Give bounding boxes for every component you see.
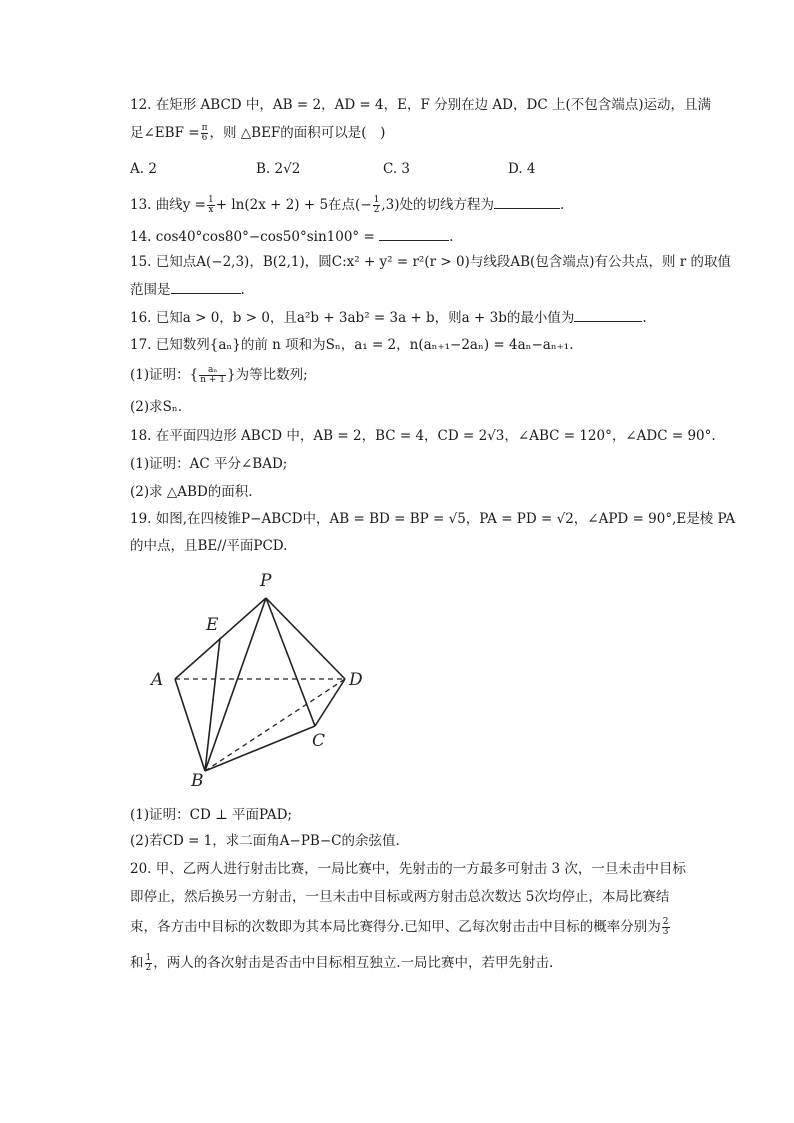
q20-frac1-num: 2	[662, 917, 669, 927]
q17-frac-num: aₙ	[199, 366, 226, 376]
q17-frac-den: n + 1	[200, 375, 226, 385]
q20-line3-pre: 束，各方击中目标的次数即为其本局比赛得分.已知甲、乙每次射击击中目标的概率分别为	[130, 919, 661, 935]
q20-line4-pre: 和	[130, 955, 144, 971]
label-a: A	[151, 670, 164, 690]
q13-frac1-num: 1	[208, 195, 214, 205]
pyramid-figure	[148, 568, 378, 788]
q13-frac2-num: 1	[373, 195, 380, 205]
q17-part1	[130, 366, 308, 385]
q13-end: .	[560, 197, 565, 213]
q12-line2-pre: 足∠EBF =	[130, 125, 200, 141]
label-c: C	[312, 731, 326, 751]
q13-frac1	[207, 196, 215, 215]
q17-line1: 17. 已知数列{aₙ}的前 n 项和为Sₙ，a₁ = 2，n(aₙ₊₁−2aₙ) = 4aₙ−aₙ₊₁.	[130, 337, 574, 353]
label-p: P	[260, 571, 272, 591]
q12-frac-den: 6	[201, 133, 208, 143]
q19-part1: (1)证明：CD ⊥ 平面PAD;	[130, 807, 293, 823]
q15-line2	[130, 279, 245, 299]
q17-part1-post: }为等比数列;	[227, 367, 308, 383]
edge-pd	[266, 598, 345, 679]
q12-frac-num: π	[201, 123, 208, 133]
edge-cd	[315, 679, 345, 726]
q14-text: 14. cos40°cos80°−cos50°sin100° =	[130, 229, 375, 245]
q13-line	[130, 194, 564, 215]
q18-line1: 18. 在平面四边形 ABCD 中，AB = 2，BC = 4，CD = 2√3，∠ABC = 120°，∠ADC = 90°.	[130, 428, 716, 444]
label-b: B	[191, 771, 204, 788]
q12-option-b: B. 2√2	[256, 161, 301, 177]
q20-line3	[130, 918, 671, 937]
q18-part2: (2)求 △ABD的面积.	[130, 484, 253, 500]
q12-line1: 12. 在矩形 ABCD 中，AB = 2，AD = 4，E，F 分别在边 AD，DC 上(不包含端点)运动，且满	[130, 97, 711, 113]
q20-line4-post: ，两人的各次射击是否击中目标相互独立.一局比赛中，若甲先射击.	[153, 955, 554, 971]
q16-text: 16. 已知a > 0，b > 0，且a²b + 3ab² = 3a + b，则a + 3b的最小值为	[130, 310, 575, 326]
q19-part2: (2)若CD = 1，求二面角A−PB−C的余弦值.	[130, 833, 400, 849]
q12-option-d: D. 4	[508, 161, 536, 177]
label-d: D	[349, 670, 363, 690]
q14-answer-blank	[379, 226, 449, 241]
q20-frac2-num: 1	[145, 953, 152, 963]
q20-line4	[130, 954, 553, 973]
q13-frac2-den: 2	[373, 205, 380, 215]
q20-line2: 即停止，然后换另一方射击，一旦未击中目标或两方射击总次数达 5次均停止，本局比赛结	[130, 889, 670, 905]
label-e: E	[206, 615, 219, 635]
edge-ab	[175, 679, 205, 771]
q12-option-c: C. 3	[383, 161, 411, 177]
q14-line	[130, 226, 453, 246]
q20-frac2-den: 2	[145, 963, 152, 973]
q12-line2	[130, 124, 385, 143]
q20-line1: 20. 甲、乙两人进行射击比赛，一局比赛中，先射击的一方最多可射击 3 次，一旦未击中目标	[130, 861, 686, 877]
q13-post: ,3)处的切线方程为	[381, 197, 495, 213]
q20-frac1	[662, 918, 670, 937]
q16-line	[130, 307, 647, 327]
q13-frac1-den: x	[208, 205, 214, 215]
q15-end: .	[240, 282, 245, 298]
q16-end: .	[642, 310, 647, 326]
q17-part1-pre: (1)证明：{	[130, 367, 199, 383]
q13-answer-blank	[494, 194, 560, 209]
q14-end: .	[449, 229, 454, 245]
edge-bd-hidden	[205, 679, 345, 771]
q17-frac	[199, 366, 226, 385]
q12-frac	[201, 124, 209, 143]
q15-line2-text: 范围是	[130, 282, 171, 298]
q13-frac2	[373, 196, 381, 215]
edge-bc	[205, 726, 315, 771]
q12-option-a: A. 2	[130, 161, 157, 177]
q20-frac1-den: 3	[662, 927, 669, 937]
q13-pre: 13. 曲线y =	[130, 197, 206, 213]
q18-part1: (1)证明：AC 平分∠BAD;	[130, 456, 288, 472]
q12-line2-post: ，则 △BEF的面积可以是( )	[209, 125, 386, 141]
q13-mid: + ln(2x + 2) + 5在点(−	[215, 197, 372, 213]
q20-frac2	[145, 954, 153, 973]
q15-line1: 15. 已知点A(−2,3)，B(2,1)，圆C:x² + y² = r²(r > 0)与线段AB(包含端点)有公共点，则 r 的取值	[130, 254, 732, 270]
q17-part2: (2)求Sₙ.	[130, 399, 183, 415]
q15-answer-blank	[171, 279, 241, 294]
q19-line1: 19. 如图,在四棱锥P−ABCD中，AB = BD = BP = √5，PA = PD = √2，∠APD = 90°,E是棱 PA	[130, 511, 736, 527]
edge-pc	[266, 598, 315, 726]
q16-answer-blank	[574, 307, 642, 322]
q19-line2: 的中点，且BE//平面PCD.	[130, 538, 288, 554]
